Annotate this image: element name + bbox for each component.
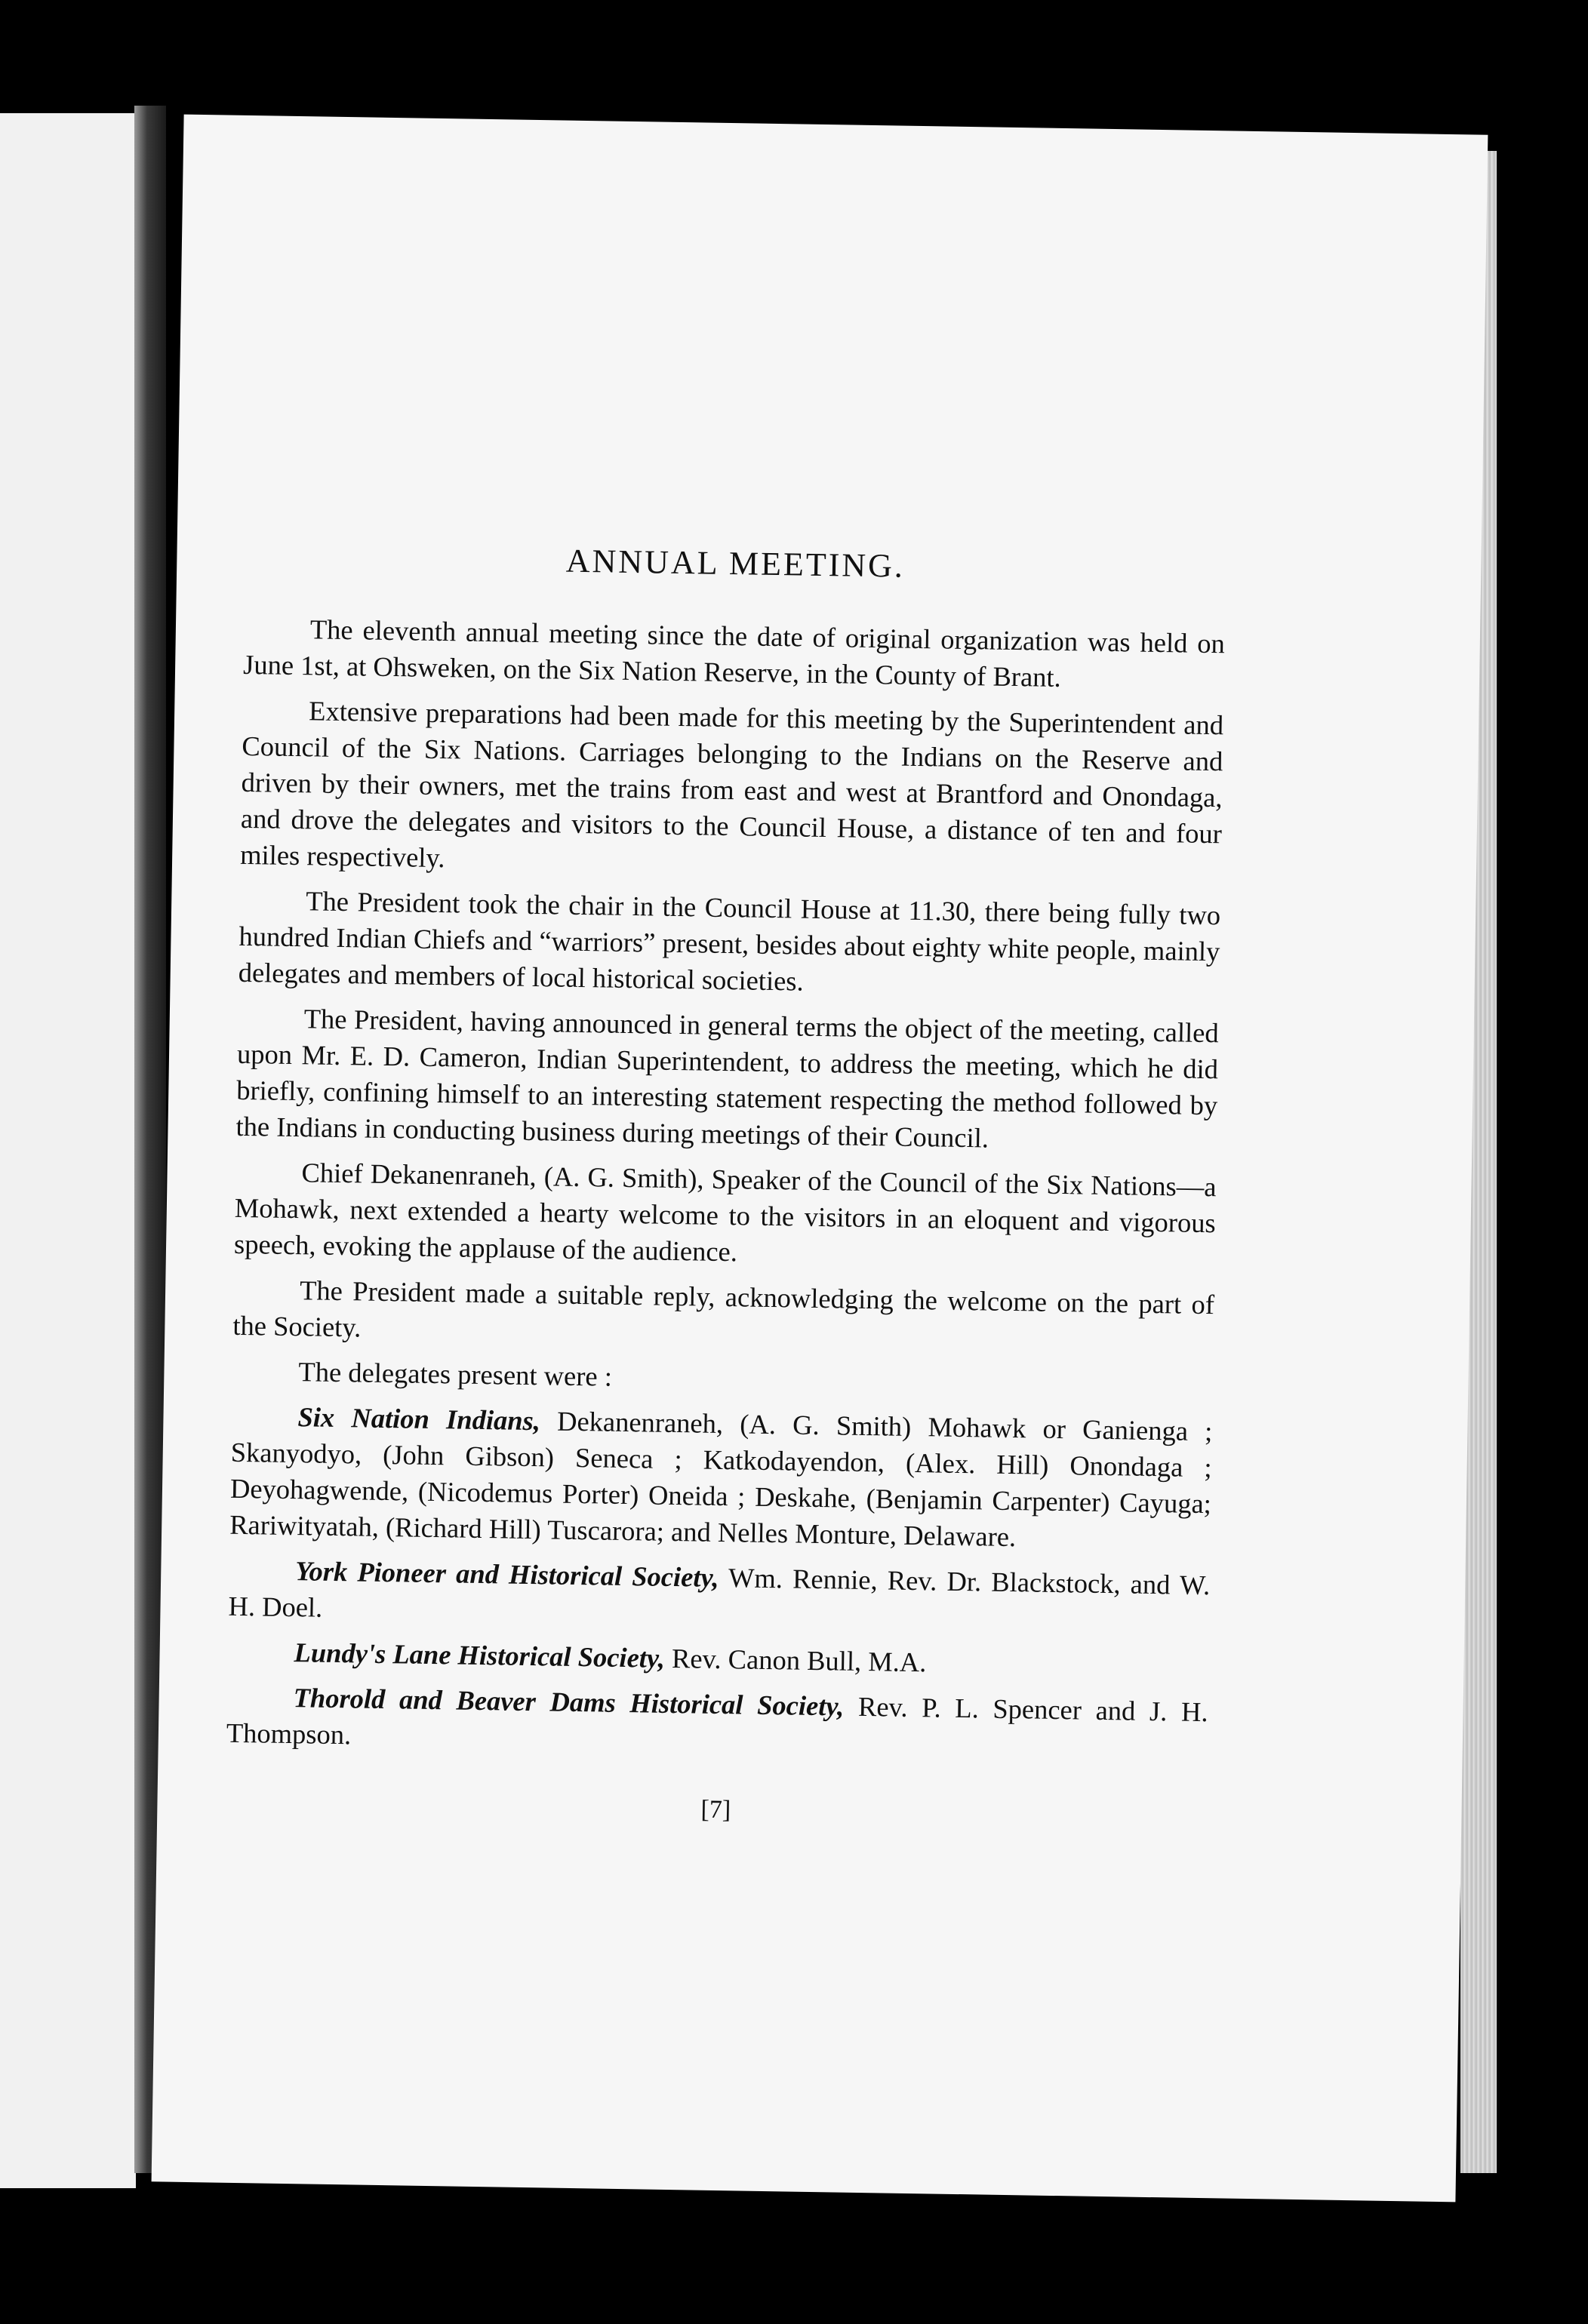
- delegation-society: York Pioneer and Historical Society,: [295, 1555, 719, 1593]
- delegation-society: Thorold and Beaver Dams Historical Society,: [293, 1682, 845, 1722]
- delegation-members: Wm. Rennie, Rev. Dr. Blackstock, and W. H. Doel.: [228, 1562, 1211, 1623]
- book-page: [152, 115, 1488, 2203]
- delegation-members: Rev. Canon Bull, M.A.: [671, 1643, 927, 1678]
- delegation-entry: [227, 1634, 1209, 1685]
- paragraph: Chief Dekanenraneh, (A. G. Smith), Speaker of the Council of the Six Nations—a Mohawk, next extended a hearty welcome to the visitors in an eloquent and vigorous speech, evoking the applause of the audience.: [233, 1157, 1217, 1268]
- delegation-entry: [226, 1679, 1208, 1766]
- paragraph: The President, having announced in general terms the object of the meeting, called upon Mr. E. D. Cameron, Indian Superintendent, to address the meeting, which he did briefly, confining himself to an interesting statement respecting the method followed by the Indians in conducting business during meetings of their Council.: [235, 1003, 1219, 1154]
- left-page-edge: [0, 113, 136, 2188]
- delegation-society: Six Nation Indians,: [297, 1401, 541, 1437]
- delegation-members: Dekanenraneh, (A. G. Smith) Mohawk or Ganienga ; Skanyodyo, (John Gibson) Seneca ; Katkodayendon, (Alex. Hill) Onondaga ; Deyohagwende, (Nicodemus Porter) Oneida ; Deskahe, (Benjamin Carpenter) Cayuga; Rariwityatah, (Richard Hill) Tuscarora; and Nelles Monture, Delaware.: [229, 1405, 1213, 1553]
- delegation-entry: [229, 1398, 1213, 1558]
- page-text: [225, 538, 1226, 1836]
- page-heading: ANNUAL MEETING.: [565, 542, 906, 585]
- page-number: [7]: [700, 1795, 731, 1824]
- delegation-members: Rev. P. L. Spencer and J. H. Thompson.: [226, 1690, 1208, 1751]
- paragraph: The President took the chair in the Council House at 11.30, there being fully two hundred Indian Chiefs and “warriors” present, besides about eighty white people, mainly delegates and members of local historical societies.: [238, 885, 1221, 997]
- delegation-society: Lundy's Lane Historical Society,: [294, 1637, 666, 1674]
- delegation-entry: [228, 1552, 1210, 1640]
- paragraph: The President made a suitable reply, acknowledging the welcome on the part of the Society.: [232, 1274, 1215, 1343]
- paragraph: The delegates present were :: [298, 1356, 613, 1392]
- paragraph: Extensive preparations had been made for this meeting by the Superintendent and Council of the Six Nations. Carriages belonging to the Indians on the Reserve and driven by their owners, met the trains from east and west at Brantford and Onondaga, and drove the delegates and visitors to the Council House, a distance of ten and four miles respectively.: [239, 695, 1224, 874]
- paragraph: The eleventh annual meeting since the date of original organization was held on June 1st, at Ohsweken, on the Six Nation Reserve, in the County of Brant.: [242, 613, 1226, 693]
